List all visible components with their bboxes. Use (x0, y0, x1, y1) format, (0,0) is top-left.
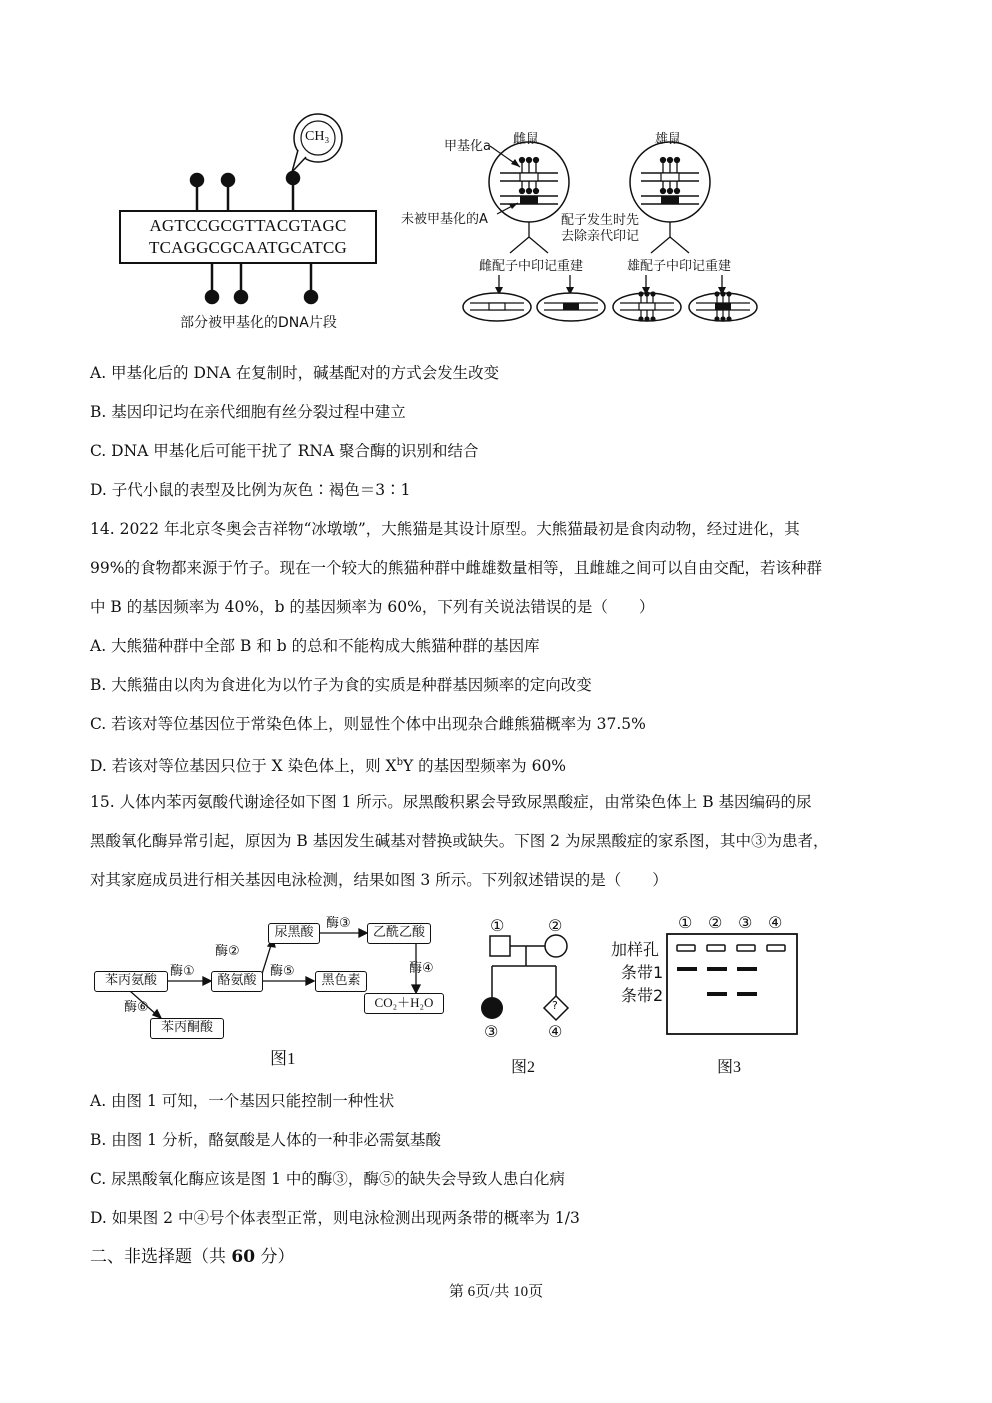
q15-stem-line1: 15. 人体内苯丙氨酸代谢途径如下图 1 所示。尿黑酸积累会导致尿黑酸症，由常染色体上 B 基因编码的尿 (90, 793, 812, 811)
gamete-note-line2: 去除亲代印记 (561, 229, 640, 244)
q14-option-d-sup: b (396, 757, 403, 768)
q15-stem-line3: 对其家庭成员进行相关基因电泳检测，结果如图 3 所示。下列叙述错误的是（ ） (90, 871, 668, 889)
pedigree-n4: ④ (548, 1022, 563, 1041)
pedigree-unknown-mark: ? (552, 999, 558, 1012)
methylation-a-label: 甲基化a (444, 139, 491, 154)
pedigree-n3: ③ (484, 1022, 499, 1041)
q14-stem-line1: 14. 2022 年北京冬奥会吉祥物“冰墩墩”，大熊猫是其设计原型。大熊猫最初是食肉动物，经过进化，其 (90, 520, 800, 538)
q13-option-c: C. DNA 甲基化后可能干扰了 RNA 聚合酶的识别和结合 (90, 442, 479, 460)
page-footer: 第 6页/共 10页 (448, 1284, 544, 1300)
q14-option-d-post: Y 的基因型频率为 60% (403, 757, 567, 776)
gel-lane-1: ① (678, 913, 693, 932)
unmethylated-A-label: 未被甲基化的A (401, 212, 488, 227)
enzyme3-label: 酶③ (326, 916, 351, 931)
q14-option-b: B. 大熊猫由以肉为食进化为以竹子为食的实质是种群基因频率的定向改变 (90, 676, 592, 694)
enzyme5-label: 酶⑤ (270, 964, 295, 979)
q15-option-c: C. 尿黑酸氧化酶应该是图 1 中的酶③，酶⑤的缺失会导致人患白化病 (90, 1170, 565, 1188)
dna-strand-top: AGTCCGCGTTACGTAGC (149, 216, 347, 235)
fig3-caption: 图3 (717, 1059, 742, 1076)
dna-strand-bottom: TCAGGCGCAATGCATCG (149, 238, 347, 257)
pedigree-n2: ② (548, 916, 563, 935)
phenylalanine-box: 苯丙氨酸 (94, 971, 168, 992)
q14-stem-line2: 99%的食物都来源于竹子。现在一个较大的熊猫种群中雌雄数量相等，且雌雄之间可以自由交配，若该种群 (90, 559, 822, 577)
q14-option-a: A. 大熊猫种群中全部 B 和 b 的总和不能构成大熊猫种群的基因库 (90, 637, 540, 655)
fig2-caption: 图2 (511, 1059, 536, 1076)
enzyme1-label: 酶① (170, 964, 195, 979)
acetoacetic-acid-box: 乙酰乙酸 (367, 923, 431, 944)
section-heading-post: 分） (255, 1247, 295, 1267)
gel-band1-label: 条带1 (621, 963, 664, 982)
homogentisic-acid-box: 尿黑酸 (268, 923, 320, 944)
q13-option-a: A. 甲基化后的 DNA 在复制时，碱基配对的方式会发生改变 (90, 364, 500, 382)
melanin-box: 黑色素 (315, 971, 367, 992)
section-heading (90, 1246, 294, 1268)
pedigree-n1: ① (490, 916, 505, 935)
phenylpyruvic-acid-box: 苯丙酮酸 (150, 1018, 224, 1039)
gel-lane-2: ② (708, 913, 723, 932)
fig1-caption: 图1 (270, 1049, 296, 1068)
female-mouse-label: 雌鼠 (513, 132, 540, 147)
dna-fragment-box (119, 210, 377, 264)
tyrosine-box: 酪氨酸 (211, 971, 263, 992)
q13-option-d: D. 子代小鼠的表型及比例为灰色∶褐色＝3∶1 (90, 481, 411, 499)
gel-lane-4: ④ (768, 913, 783, 932)
q14-option-d (90, 752, 566, 777)
q15-stem-line2: 黑酸氧化酶异常引起，原因为 B 基因发生碱基对替换或缺失。下图 2 为尿黑酸症的家系图，其中③为患者， (90, 832, 829, 850)
gel-lane-3: ③ (738, 913, 753, 932)
q15-option-a: A. 由图 1 可知，一个基因只能控制一种性状 (90, 1092, 395, 1110)
enzyme6-label: 酶⑥ (124, 1000, 149, 1015)
female-rebuild-label: 雌配子中印记重建 (479, 259, 584, 274)
gel-band2-label: 条带2 (621, 986, 664, 1005)
dna-caption: 部分被甲基化的DNA片段 (180, 315, 337, 331)
section-heading-pre: 二、非选择题（共 (90, 1247, 232, 1267)
q14-stem-line3: 中 B 的基因频率为 40%，b 的基因频率为 60%，下列有关说法错误的是（ ） (90, 598, 655, 616)
q15-option-d: D. 如果图 2 中④号个体表型正常，则电泳检测出现两条带的概率为 1/3 (90, 1209, 580, 1227)
q15-option-b: B. 由图 1 分析，酪氨酸是人体的一种非必需氨基酸 (90, 1131, 441, 1149)
co2-h2o-box: CO₂＋H₂O (364, 993, 444, 1014)
section-heading-points: 60 (231, 1247, 256, 1267)
methyl-label: CH₃ (305, 129, 330, 144)
q13-option-b: B. 基因印记均在亲代细胞有丝分裂过程中建立 (90, 403, 406, 421)
enzyme4-label: 酶④ (409, 961, 434, 976)
male-rebuild-label: 雄配子中印记重建 (627, 259, 732, 274)
q14-option-d-pre: D. 若该对等位基因只位于 X 染色体上，则 X (90, 757, 397, 776)
enzyme2-label: 酶② (215, 944, 240, 959)
q14-option-c: C. 若该对等位基因位于常染色体上，则显性个体中出现杂合雌熊猫概率为 37.5% (90, 715, 646, 733)
male-mouse-label: 雄鼠 (655, 132, 682, 147)
gamete-note-line1: 配子发生时先 (561, 213, 640, 228)
gel-well-label: 加样孔 (611, 940, 660, 959)
